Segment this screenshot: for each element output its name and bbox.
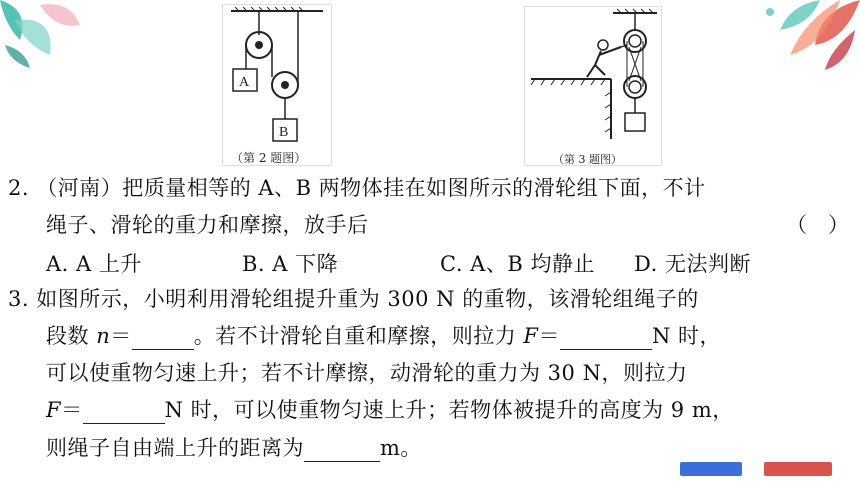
question-3-line-1	[8, 283, 699, 313]
figure-2	[222, 4, 332, 166]
question-2-number: 2.	[8, 176, 30, 200]
question-2-text-2: 绳子、滑轮的重力和摩擦，放手后	[46, 213, 369, 237]
label-a: A	[239, 75, 250, 90]
question-2-options	[46, 248, 751, 278]
question-3-text-5b: m。	[380, 436, 422, 460]
question-3-line-3	[46, 357, 687, 387]
question-3-number: 3.	[8, 287, 30, 311]
variable-f: F	[523, 324, 539, 348]
option-b[interactable]: B. A 下降	[242, 252, 339, 276]
question-3-text-1: 如图所示，小明利用滑轮组提升重为 300 N 的重物，该滑轮组绳子的	[36, 287, 699, 311]
question-3-line-2	[46, 320, 721, 350]
figure-2-caption: （第 2 题图）	[231, 151, 307, 165]
option-a[interactable]: A. A 上升	[46, 252, 142, 276]
blank-force-1[interactable]	[560, 327, 652, 350]
question-3-text-3: 可以使重物匀速上升；若不计摩擦，动滑轮的重力为 30 N，则拉力	[46, 361, 688, 385]
variable-f: F	[46, 398, 62, 422]
question-3-text-2a: 段数	[46, 324, 97, 348]
variable-n: n	[96, 324, 111, 348]
blank-force-2[interactable]	[83, 401, 165, 424]
question-3-line-5	[46, 432, 422, 462]
figure-3-caption: （第 3 题图）	[553, 153, 622, 166]
question-3-line-4	[46, 394, 734, 424]
option-d[interactable]: D. 无法判断	[634, 252, 751, 276]
question-2-line-2	[46, 209, 369, 239]
leaf-decoration-left	[0, 0, 90, 70]
blank-distance[interactable]	[304, 439, 380, 462]
blank-rope-segments[interactable]	[132, 327, 194, 350]
next-page-button[interactable]	[764, 462, 832, 476]
question-2-text-1: （河南）把质量相等的 A、B 两物体挂在如图所示的滑轮组下面，不计	[36, 176, 706, 200]
question-3-text-2e: N 时，	[651, 324, 722, 348]
leaf-decoration-right	[720, 0, 860, 70]
prev-page-button[interactable]	[680, 462, 742, 476]
question-3-text-4: N 时，可以使重物匀速上升；若物体被提升的高度为 9 m，	[164, 398, 734, 422]
equals-sign: ＝	[110, 324, 132, 348]
question-3-text-2c: 。若不计滑轮自重和摩擦，则拉力	[193, 324, 524, 348]
question-3-text-5a: 则绳子自由端上升的距离为	[46, 436, 304, 460]
pulley-diagram-2	[223, 5, 331, 165]
answer-parentheses[interactable]: （ ）	[786, 213, 849, 237]
label-b: B	[279, 125, 289, 140]
pulley-diagram-3	[525, 7, 661, 165]
equals-sign: ＝	[538, 324, 560, 348]
figure-3	[524, 6, 662, 166]
question-2-line-1	[8, 172, 706, 202]
equals-sign: ＝	[61, 398, 83, 422]
option-c[interactable]: C. A、B 均静止	[440, 252, 595, 276]
